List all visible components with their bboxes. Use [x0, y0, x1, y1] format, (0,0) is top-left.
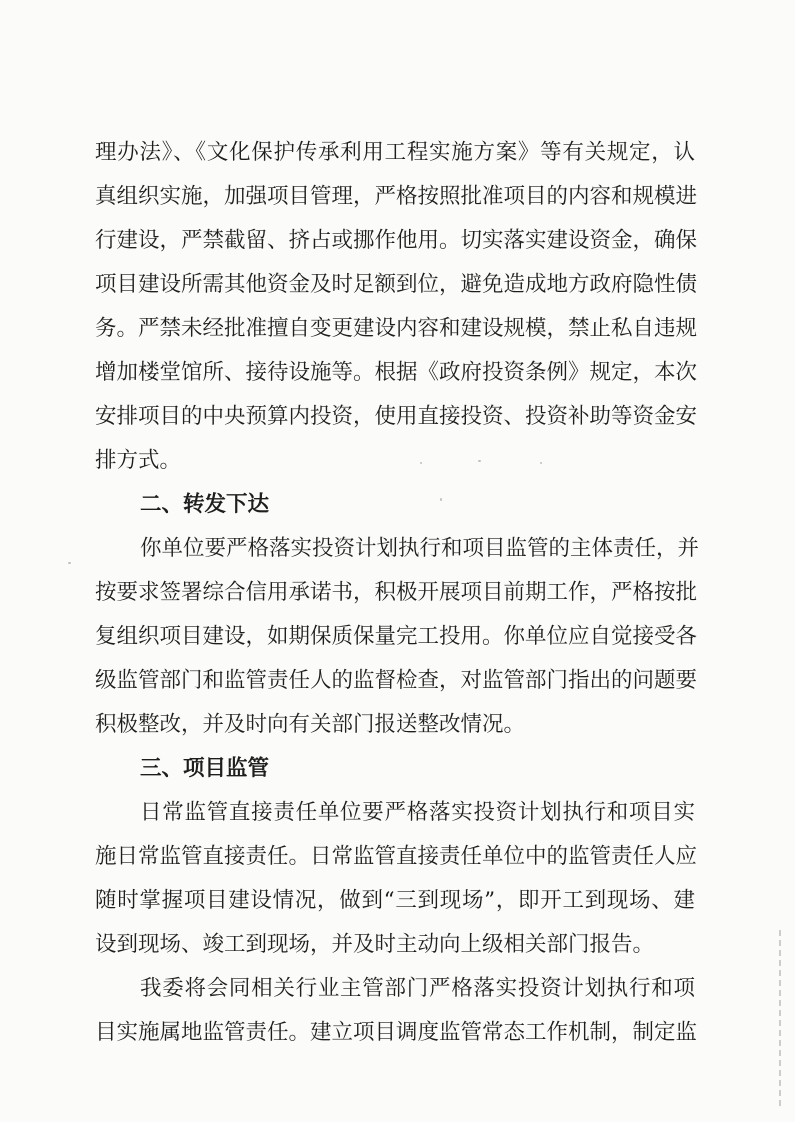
paragraph-1-line-8: 排方式。	[95, 448, 182, 473]
scan-speck	[478, 460, 481, 462]
paragraph-1-line-5: 务。严禁未经批准擅自变更建设内容和建设规模，禁止私自违规	[95, 316, 698, 341]
paragraph-2-line-2: 按要求签署综合信用承诺书，积极开展项目前期工作，严格按批	[95, 580, 698, 605]
scan-edge-mark	[779, 930, 781, 1110]
section-heading-2: 二、转发下达	[140, 492, 270, 517]
paragraph-1-line-1: 理办法》、《文化保护传承利用工程实施方案》等有关规定，认	[95, 140, 695, 165]
paragraph-3-line-3: 随时掌握项目建设情况，做到“三到现场”，即开工到现场、建	[95, 888, 695, 913]
paragraph-2-line-4: 级监管部门和监管责任人的监督检查，对监管部门指出的问题要	[95, 668, 698, 693]
paragraph-2-line-5: 积极整改，并及时向有关部门报送整改情况。	[95, 712, 526, 737]
paragraph-1-line-4: 项目建设所需其他资金及时足额到位，避免造成地方政府隐性债	[95, 272, 698, 297]
paragraph-1-line-7: 安排项目的中央预算内投资，使用直接投资、投资补助等资金安	[95, 404, 698, 429]
paragraph-3-line-2: 施日常监管直接责任。日常监管直接责任单位中的监管责任人应	[95, 844, 698, 869]
scan-speck	[68, 562, 71, 564]
paragraph-1-line-2: 真组织实施，加强项目管理，严格按照批准项目的内容和规模进	[95, 184, 698, 209]
paragraph-1-line-3: 行建设，严禁截留、挤占或挪作他用。切实落实建设资金，确保	[95, 228, 698, 253]
scan-speck	[440, 498, 442, 501]
paragraph-2-line-1: 你单位要严格落实投资计划执行和项目监管的主体责任，并	[140, 536, 700, 561]
paragraph-4-line-1: 我委将会同相关行业主管部门严格落实投资计划执行和项	[140, 976, 695, 1001]
scan-speck	[540, 462, 542, 464]
paragraph-2-line-3: 复组织项目建设，如期保质保量完工投用。你单位应自觉接受各	[95, 624, 698, 649]
paragraph-1-line-6: 增加楼堂馆所、接待设施等。根据《政府投资条例》规定，本次	[95, 360, 698, 385]
paragraph-3-line-1: 日常监管直接责任单位要严格落实投资计划执行和项目实	[140, 800, 695, 825]
paragraph-4-line-2: 目实施属地监管责任。建立项目调度监管常态工作机制，制定监	[95, 1020, 698, 1045]
scan-speck	[420, 462, 422, 464]
paragraph-3-line-4: 设到现场、竣工到现场，并及时主动向上级相关部门报告。	[95, 932, 655, 957]
section-heading-3: 三、项目监管	[140, 756, 270, 781]
